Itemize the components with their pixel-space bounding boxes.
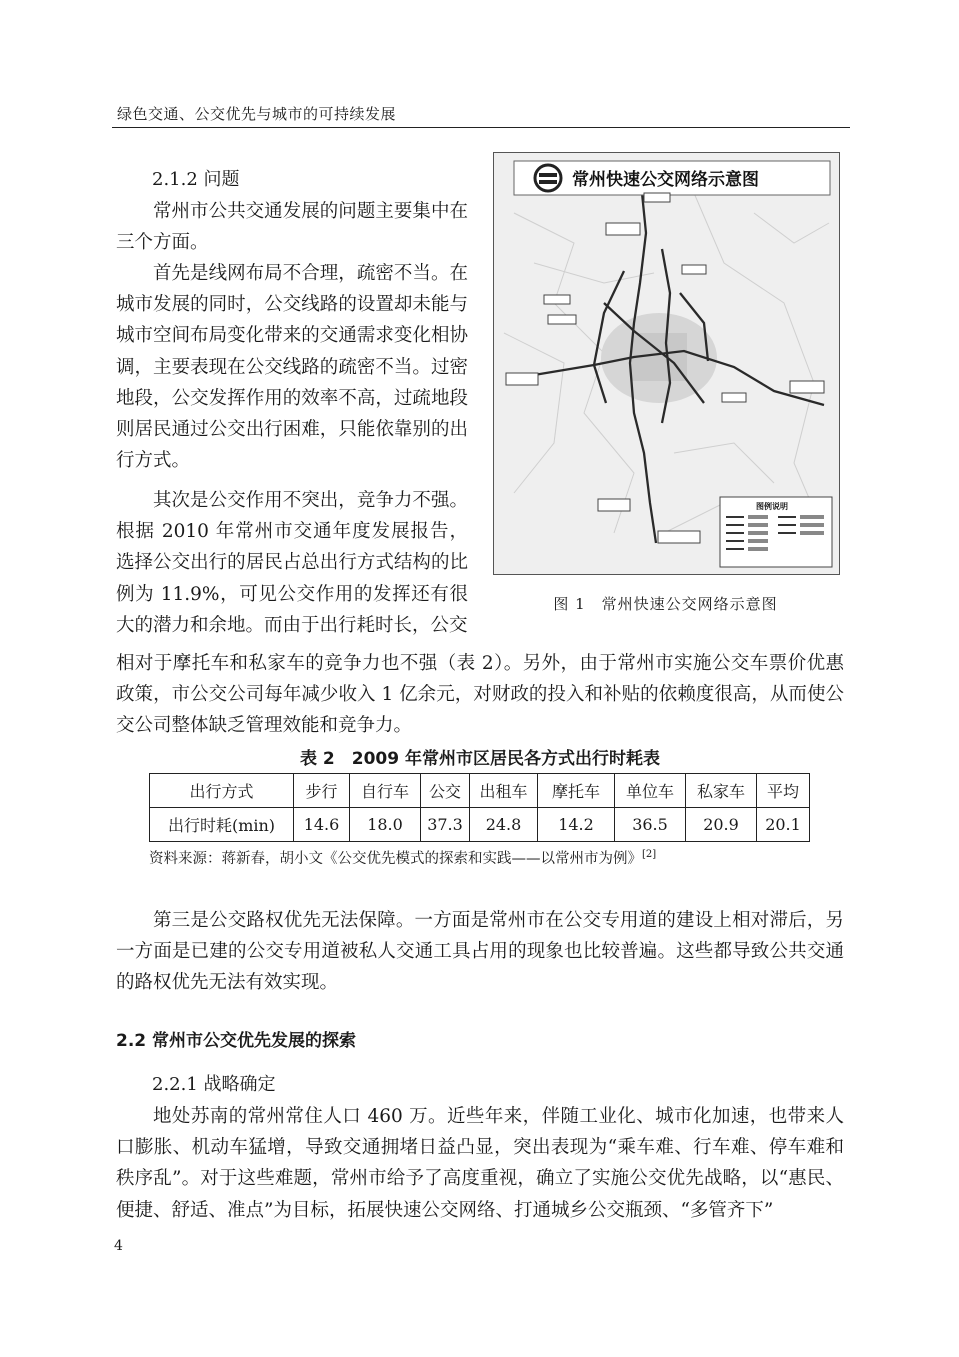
table-cell: 24.8 <box>470 808 538 842</box>
table-cell: 私家车 <box>686 774 757 808</box>
table-cell: 36.5 <box>615 808 686 842</box>
paragraph-second-issue-full: 相对于摩托车和私家车的竞争力也不强（表 2）。另外，由于常州市实施公交车票价优惠政策，市公交公司每年减少收入 1 亿余元，对财政的投入和补贴的依赖度很高，从而使公交公司整体缺乏管理效能和竞争力。 <box>116 653 844 737</box>
paragraph-third-issue: 第三是公交路权优先无法保障。一方面是常州市在公交专用道的建设上相对滞后，另一方面是已建的公交专用道被私人交通工具占用的现象也比较普遍。这些都导致公共交通的路权优先无法有效实现。 <box>116 910 844 994</box>
running-header: 绿色交通、公交优先与城市的可持续发展 <box>117 105 397 123</box>
paragraph-strategy: 地处苏南的常州常住人口 460 万。近些年来，伴随工业化、城市化加速，也带来人口膨胀、机动车猛增，导致交通拥堵日益凸显，突出表现为“乘车难、行车难、停车难和秩序乱”。对于这些难题，常州市给予了高度重视，确立了实施公交优先战略，以“惠民、便捷、舒适、准点”为目标，拓展快速公交网络、打通城乡公交瓶颈、“多管齐下” <box>116 1106 844 1221</box>
table-cell: 出租车 <box>470 774 538 808</box>
table-cell: 18.0 <box>350 808 421 842</box>
table-cell: 步行 <box>294 774 350 808</box>
subsection-heading-212: 2.1.2 问题 <box>152 169 240 190</box>
table-cell: 14.6 <box>294 808 350 842</box>
page-number: 4 <box>114 1238 123 1254</box>
subsection-heading-221: 2.2.1 战略确定 <box>152 1074 276 1095</box>
table-header-row <box>150 774 810 808</box>
table-source-reference: [2] <box>642 849 657 861</box>
bus-network-map-figure <box>493 152 840 575</box>
map-legend-title: 图例说明 <box>756 502 788 511</box>
map-title: 常州快速公交网络示意图 <box>572 170 759 190</box>
table-cell: 37.3 <box>421 808 470 842</box>
figure-caption: 图 1 常州快速公交网络示意图 <box>553 595 778 613</box>
table-cell: 自行车 <box>350 774 421 808</box>
travel-time-table <box>149 773 810 842</box>
table-cell: 摩托车 <box>538 774 615 808</box>
table-cell: 出行时耗(min) <box>150 808 294 842</box>
table-title: 表 2 2009 年常州市区居民各方式出行时耗表 <box>300 749 660 769</box>
section-heading-22: 2.2 常州市公交优先发展的探索 <box>116 1031 357 1051</box>
paragraph-second-issue-column: 其次是公交作用不突出，竞争力不强。根据 2010 年常州市交通年度发展报告，选择公交出行的居民占总出行方式结构的比例为 11.9%，可见公交作用的发挥还有很大的潜力和余地。而由于出行耗时长，公交 <box>116 490 468 636</box>
table-cell: 平均 <box>757 774 810 808</box>
paragraph-first-issue: 首先是线网布局不合理，疏密不当。在城市发展的同时，公交线路的设置却未能与城市空间布局变化带来的交通需求变化相协调，主要表现在公交线路的疏密不当。过密地段，公交发挥作用的效率不高，过疏地段则居民通过公交出行困难，只能依靠别的出行方式。 <box>116 263 468 472</box>
table-cell: 公交 <box>421 774 470 808</box>
paragraph-intro: 常州市公共交通发展的问题主要集中在三个方面。 <box>116 201 468 254</box>
table-row <box>150 808 810 842</box>
bus-network-map <box>494 153 839 574</box>
table-source-note <box>149 847 656 868</box>
header-rule <box>112 127 850 128</box>
table-cell: 20.1 <box>757 808 810 842</box>
table-cell: 20.9 <box>686 808 757 842</box>
table-cell: 单位车 <box>615 774 686 808</box>
table-source-text: 资料来源：蒋新春，胡小文《公交优先模式的探索和实践——以常州市为例》 <box>149 851 642 867</box>
table-cell: 14.2 <box>538 808 615 842</box>
table-cell: 出行方式 <box>150 774 294 808</box>
